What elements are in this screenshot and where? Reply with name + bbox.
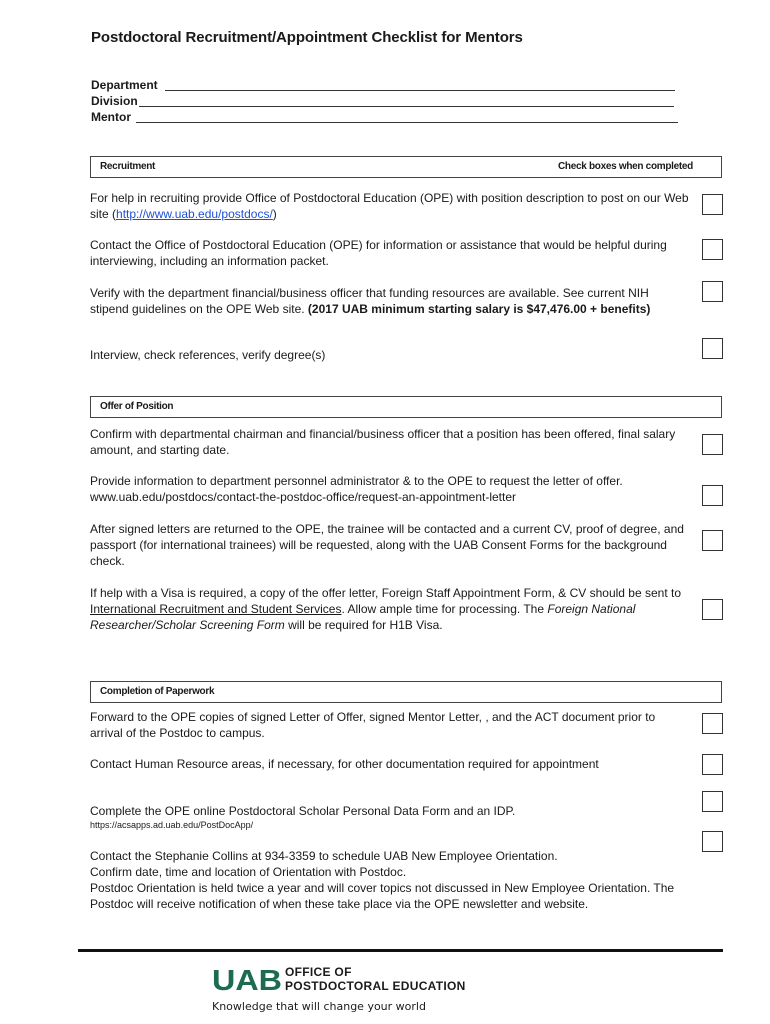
- logo-office-line2: POSTDOCTORAL EDUCATION: [285, 979, 466, 993]
- mentor-field[interactable]: [91, 110, 131, 125]
- checkbox-recruit-verify[interactable]: [702, 281, 723, 302]
- recruit-help-text: For help in recruiting provide Office of Postdoctoral Education (OPE) with position description to post on our Web site (http://www.uab.edu/postdocs/): [90, 191, 689, 221]
- checkbox-paperwork-forward[interactable]: [702, 713, 723, 734]
- checkbox-paperwork-hr[interactable]: [702, 754, 723, 775]
- checkbox-recruit-interview[interactable]: [702, 338, 723, 359]
- uab-logo-mark: [212, 966, 282, 994]
- postdoc-app-url[interactable]: https://acsapps.ad.uab.edu/PostDocApp/: [90, 820, 254, 830]
- checkbox-offer-confirm[interactable]: [702, 434, 723, 455]
- check-boxes-label: Check boxes when completed: [557, 161, 693, 172]
- recruitment-section-header: [90, 156, 722, 178]
- recruit-contact-text: Contact the Office of Postdoctoral Education (OPE) for information or assistance that would be helpful during interviewing, including an information packet.: [90, 238, 667, 268]
- page-title: Postdoctoral Recruitment/Appointment Checklist for Mentors: [91, 29, 523, 46]
- checkbox-offer-provide[interactable]: [702, 485, 723, 506]
- logo-office-line1: OFFICE OF: [285, 965, 352, 979]
- checkbox-recruit-contact[interactable]: [702, 239, 723, 260]
- checkbox-recruit-help[interactable]: [702, 194, 723, 215]
- offer-signed-text: After signed letters are returned to the OPE, the trainee will be contacted and a current CV, proof of degree, and passport (for international trainees) will be requested, along with the UAB Consent Forms for the background check.: [90, 522, 684, 568]
- offer-confirm-text: Confirm with departmental chairman and financial/business officer that a position has been offered, final salary amount, and starting date.: [90, 427, 676, 457]
- division-label: Division: [91, 94, 138, 108]
- logo-mark-text: UAB: [212, 966, 282, 994]
- recruit-interview-text: Interview, check references, verify degree(s): [90, 348, 326, 362]
- offer-visa-text: If help with a Visa is required, a copy of the offer letter, Foreign Staff Appointment Form, & CV should be sent to International Recruitment and Student Services. Allow ample time for processing. The Foreign National Researcher/Scholar Screening Form will be required for H1B Visa.: [90, 586, 681, 632]
- paperwork-forward-text: Forward to the OPE copies of signed Letter of Offer, signed Mentor Letter, , and the ACT document prior to arrival of the Postdoc to campus.: [90, 710, 656, 740]
- paperwork-online-text: Complete the OPE online Postdoctoral Scholar Personal Data Form and an IDP. https://acsapps.ad.uab.edu/PostDocApp/: [90, 803, 690, 831]
- logo-tagline: Knowledge that will change your world: [212, 1000, 426, 1013]
- paperwork-orientation-text: Contact the Stephanie Collins at 934-3359 to schedule UAB New Employee Orientation. Confirm date, time and location of Orientation with Postdoc. Postdoc Orientation is held twice a year and will cover topics not discussed in New Employee Orientation. The Postdoc will receive notification of when these take place via the OPE newsletter and website.: [90, 849, 675, 911]
- department-field[interactable]: [91, 78, 158, 93]
- offer-section-header: [90, 396, 722, 418]
- department-line: [165, 90, 675, 91]
- division-field[interactable]: [91, 94, 138, 109]
- checkbox-offer-signed[interactable]: [702, 530, 723, 551]
- checkbox-offer-visa[interactable]: [702, 599, 723, 620]
- mentor-line: [136, 122, 678, 123]
- division-line: [139, 106, 674, 107]
- paperwork-label: Completion of Paperwork: [100, 686, 215, 697]
- checkbox-paperwork-orientation[interactable]: [702, 831, 723, 852]
- paperwork-section-header: [90, 681, 722, 703]
- department-label: Department: [91, 78, 158, 92]
- offer-label: Offer of Position: [100, 401, 174, 412]
- checkbox-paperwork-online[interactable]: [702, 791, 723, 812]
- footer-divider: [78, 949, 723, 952]
- isss-link[interactable]: International Recruitment and Student Services: [90, 602, 342, 616]
- paperwork-hr-text: Contact Human Resource areas, if necessary, for other documentation required for appointment: [90, 757, 599, 771]
- offer-provide-text: Provide information to department personnel administrator & to the OPE to request the letter of offer. www.uab.edu/postdocs/contact-the-postdoc-office/request-an-appointment-letter: [90, 474, 623, 504]
- recruit-verify-text: Verify with the department financial/business officer that funding resources are available. See current NIH stipend guidelines on the OPE Web site. (2017 UAB minimum starting salary is $47,476.00 + benefits): [90, 286, 651, 316]
- recruitment-label: Recruitment: [100, 161, 156, 172]
- uab-ope-logo: [212, 965, 512, 1015]
- mentor-label: Mentor: [91, 110, 131, 124]
- postdocs-link[interactable]: http://www.uab.edu/postdocs/: [116, 207, 273, 221]
